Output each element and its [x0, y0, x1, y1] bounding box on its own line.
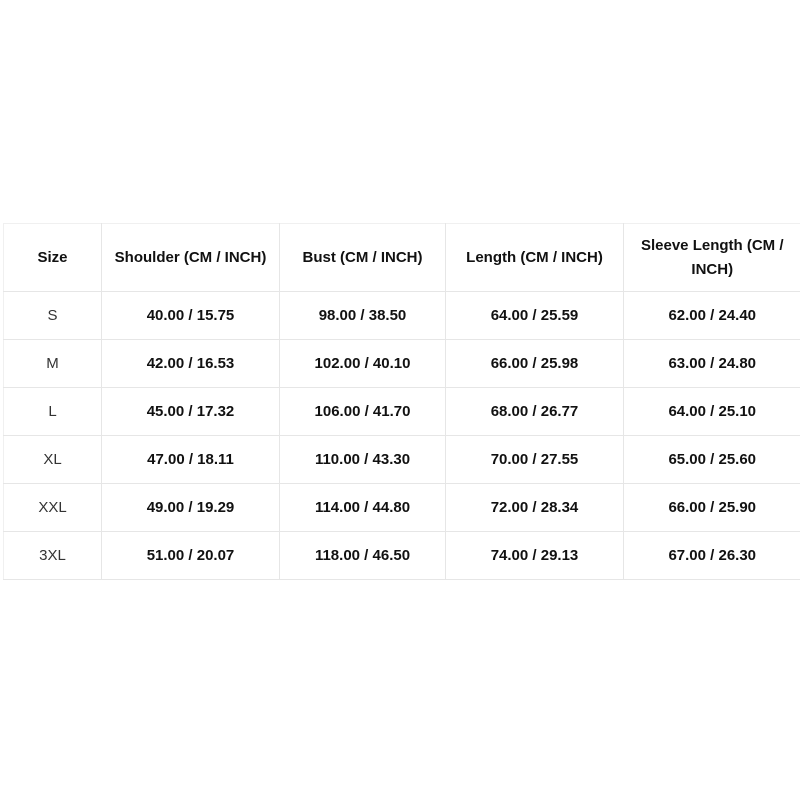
bust-cell: 106.00 / 41.70: [280, 388, 446, 436]
shoulder-cell: 40.00 / 15.75: [102, 292, 280, 340]
header-shoulder: Shoulder (CM / INCH): [102, 224, 280, 292]
sleeve-length-cell: 65.00 / 25.60: [624, 436, 800, 484]
header-sleeve-length: Sleeve Length (CM / INCH): [624, 224, 800, 292]
shoulder-cell: 51.00 / 20.07: [102, 532, 280, 580]
shoulder-cell: 47.00 / 18.11: [102, 436, 280, 484]
header-bust: Bust (CM / INCH): [280, 224, 446, 292]
sleeve-length-cell: 64.00 / 25.10: [624, 388, 800, 436]
size-cell: M: [4, 340, 102, 388]
table-row: [4, 484, 800, 532]
bust-cell: 110.00 / 43.30: [280, 436, 446, 484]
size-chart: [3, 223, 800, 580]
sleeve-length-cell: 62.00 / 24.40: [624, 292, 800, 340]
length-cell: 66.00 / 25.98: [446, 340, 624, 388]
bust-cell: 114.00 / 44.80: [280, 484, 446, 532]
bust-cell: 98.00 / 38.50: [280, 292, 446, 340]
bust-cell: 102.00 / 40.10: [280, 340, 446, 388]
shoulder-cell: 49.00 / 19.29: [102, 484, 280, 532]
length-cell: 72.00 / 28.34: [446, 484, 624, 532]
length-cell: 70.00 / 27.55: [446, 436, 624, 484]
size-cell: XXL: [4, 484, 102, 532]
size-cell: L: [4, 388, 102, 436]
sleeve-length-cell: 63.00 / 24.80: [624, 340, 800, 388]
sleeve-length-cell: 67.00 / 26.30: [624, 532, 800, 580]
table-row: [4, 340, 800, 388]
size-cell: S: [4, 292, 102, 340]
length-cell: 68.00 / 26.77: [446, 388, 624, 436]
shoulder-cell: 42.00 / 16.53: [102, 340, 280, 388]
table-row: [4, 436, 800, 484]
sleeve-length-cell: 66.00 / 25.90: [624, 484, 800, 532]
size-cell: XL: [4, 436, 102, 484]
header-length: Length (CM / INCH): [446, 224, 624, 292]
shoulder-cell: 45.00 / 17.32: [102, 388, 280, 436]
header-size: Size: [4, 224, 102, 292]
bust-cell: 118.00 / 46.50: [280, 532, 446, 580]
table-row: [4, 292, 800, 340]
table-row: [4, 532, 800, 580]
size-chart-table: [3, 223, 800, 580]
length-cell: 64.00 / 25.59: [446, 292, 624, 340]
length-cell: 74.00 / 29.13: [446, 532, 624, 580]
size-cell: 3XL: [4, 532, 102, 580]
table-header-row: [4, 224, 800, 292]
table-row: [4, 388, 800, 436]
